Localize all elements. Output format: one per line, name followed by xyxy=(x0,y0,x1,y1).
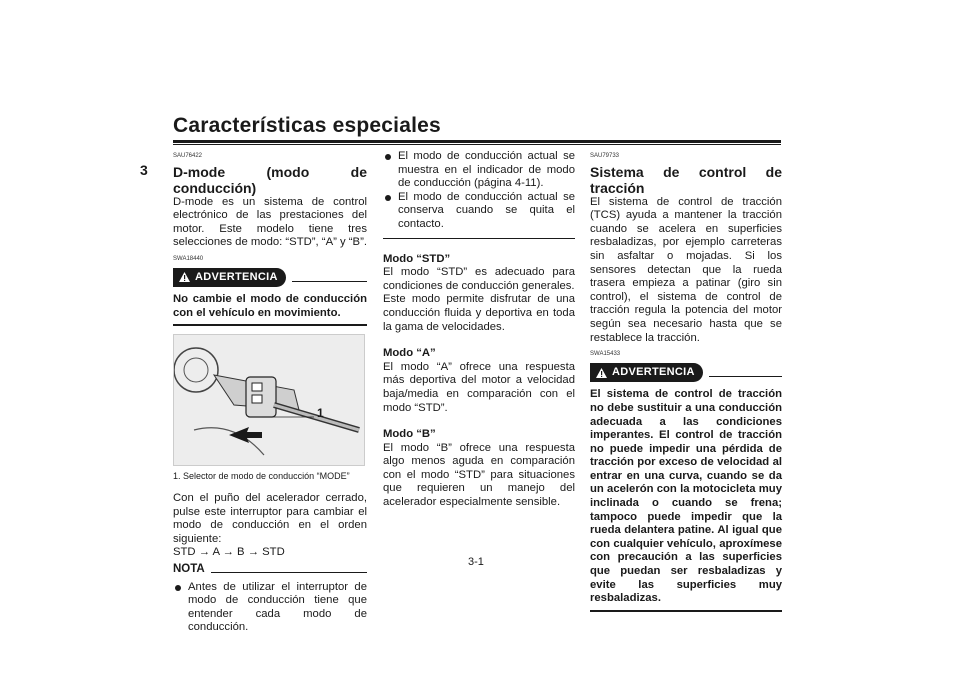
warning-badge xyxy=(590,363,703,383)
bullet-dot-icon xyxy=(385,154,391,160)
section-code: SAU76422 xyxy=(173,153,203,159)
mode-std-text-2: Este modo permite disfrutar de una conducción fluida y deportiva en toda la gama de velocidades. xyxy=(383,293,575,333)
warning-end-rule xyxy=(590,610,782,612)
column-3 xyxy=(590,150,782,612)
mode-switch-figure xyxy=(173,334,365,466)
header-rule xyxy=(173,140,781,143)
section-title: Sistema de control de tracción xyxy=(590,163,782,196)
nota-bullets-continued xyxy=(383,150,575,232)
nota-rule xyxy=(211,572,367,573)
mode-sequence: STD → A → B → STD xyxy=(173,546,285,559)
list-item: El modo de conducción actual se muestra en el indicador de modo de conducción (página 4-11). xyxy=(383,150,575,191)
nota-header xyxy=(173,563,367,577)
mode-b-title: Modo “B” xyxy=(383,428,436,441)
warning-end-rule xyxy=(173,324,367,326)
mode-a-text: El modo “A” ofrece una respuesta más deportiva del motor a velocidad baja/media en comparación con el modo “STD”. xyxy=(383,360,575,414)
warning-label: ADVERTENCIA xyxy=(612,365,695,378)
section-title: D-mode (modo de conducción) xyxy=(173,163,367,196)
warning-code: SWA18440 xyxy=(173,255,204,262)
list-item: Antes de utilizar el interruptor de modo de conducción tiene que entender cada modo de conducción. xyxy=(173,581,367,635)
warning-triangle-icon xyxy=(179,272,190,282)
nota-bullets xyxy=(173,581,367,635)
column-1 xyxy=(173,150,367,635)
warning-rule xyxy=(292,281,367,282)
nota-end-rule xyxy=(383,238,575,239)
warning-text: No cambie el modo de conducción con el vehículo en movimiento. xyxy=(173,293,367,319)
bullet-dot-icon xyxy=(385,195,391,201)
warning-label: ADVERTENCIA xyxy=(195,270,278,283)
list-item: El modo de conducción actual se conserva cuando se quita el contacto. xyxy=(383,191,575,232)
mode-a-title: Modo “A” xyxy=(383,347,436,360)
procedure-paragraph: Con el puño del acelerador cerrado, pulse este interruptor para cambiar el modo de conducción en el orden siguiente: xyxy=(173,491,367,545)
handlebar-switch-illustration xyxy=(174,335,364,465)
warning-badge xyxy=(173,268,286,288)
warning-code: SWA15433 xyxy=(590,351,621,358)
intro-paragraph: D-mode es un sistema de control electrónico de las prestaciones del motor. Este modelo tiene tres selecciones de modo: “STD”, “A” y “B”. xyxy=(173,195,367,249)
warning-text: El sistema de control de tracción no debe sustituir a una conducción adecuada a las condiciones imperantes. El control de tracción no puede impedir una pérdida de tracción por exceso de velocidad al entrar en una curva, cuando se da un acelerón con la motocicleta muy inclinada o cuando se frena; tampoco puede impedir que la rueda delantera patine. Al igual que con cualquier vehículo, aproxímese con precaución a las superficies que puedan ser resbaladizas y evite las superficies muy resbaladizas. xyxy=(590,388,782,605)
section-code: SAU79733 xyxy=(590,153,620,159)
chapter-number: 3 xyxy=(140,162,148,178)
bullet-dot-icon xyxy=(175,585,181,591)
warning-header xyxy=(173,268,367,288)
intro-paragraph: El sistema de control de tracción (TCS) ayuda a mantener la tracción cuando se acelera en superficies resbaladizas, por ejemplo carreteras sin asfaltar o mojadas. Si los sensores detectan que la rueda trasera empieza a patinar (giro sin control), el sistema de control de tracción regula la potencia del motor según sea necesario hasta que se restablece la tracción. xyxy=(590,195,782,344)
nota-label: NOTA xyxy=(173,562,205,575)
column-2 xyxy=(383,150,575,510)
mode-std-text: El modo “STD” es adecuado para condiciones de conducción generales. xyxy=(383,266,575,292)
figure-caption: 1. Selector de modo de conducción “MODE” xyxy=(173,471,350,482)
figure-callout-1: 1 xyxy=(317,406,324,421)
warning-header xyxy=(590,363,782,383)
page-header-title: Características especiales xyxy=(173,114,441,137)
page-number: 3-1 xyxy=(468,556,484,568)
mode-std-title: Modo “STD” xyxy=(383,252,451,265)
warning-triangle-icon xyxy=(596,368,607,378)
mode-b-text: El modo “B” ofrece una respuesta algo menos aguda en comparación con el modo “STD” para situaciones que requieren un manejo del acelerador especialmente sensible. xyxy=(383,441,575,509)
warning-rule xyxy=(709,376,782,377)
header-rule-thin xyxy=(173,144,781,145)
